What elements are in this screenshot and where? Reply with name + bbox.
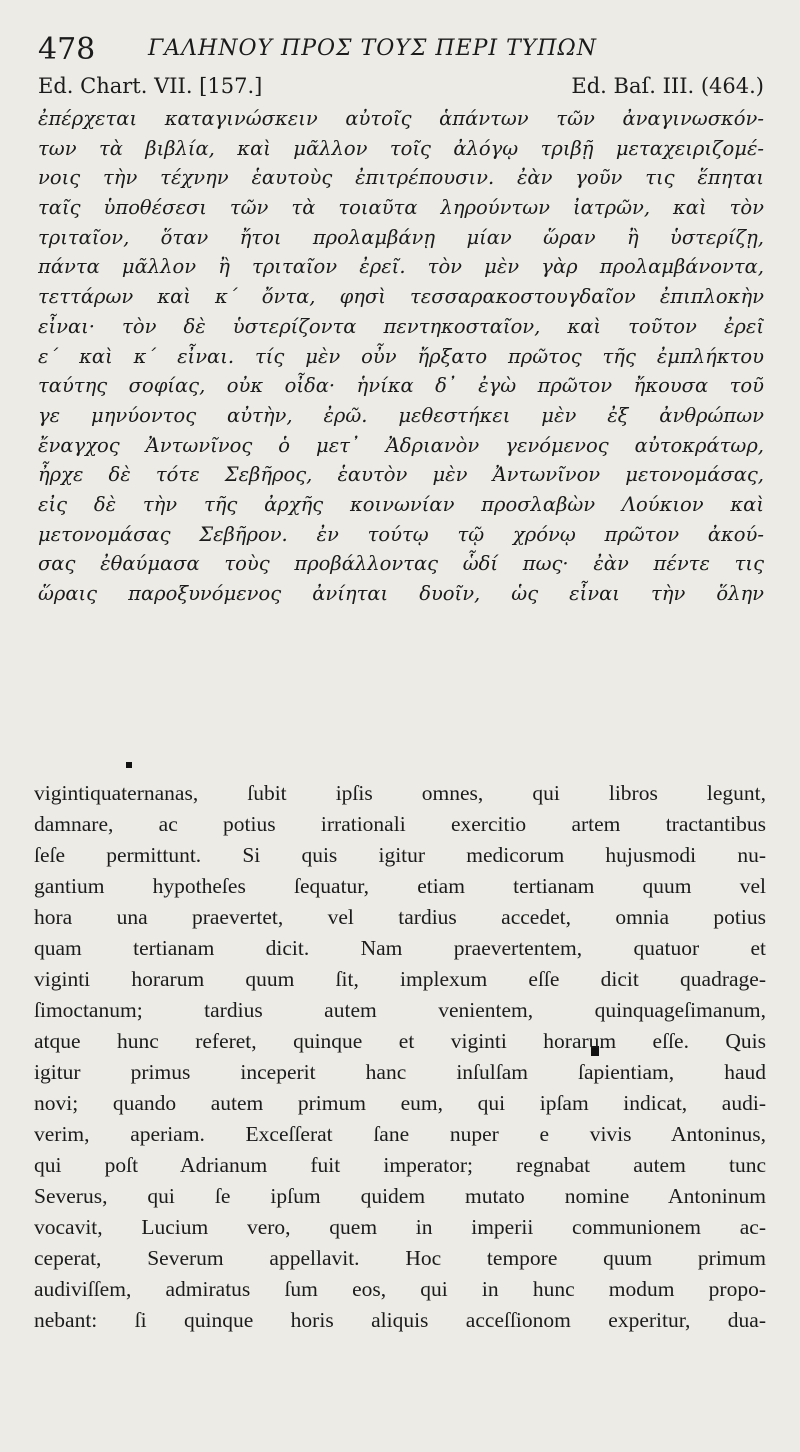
- edition-reference-chartier: Ed. Chart. VII. [157.]: [38, 74, 263, 98]
- greek-text-line: σας ἐθαύμασα τοὺς προβάλλοντας ὧδί πως· ἐὰν πέντε τις: [38, 552, 764, 576]
- latin-text-line: verim, aperiam. Exceſſerat ſane nuper e vivis Antoninus,: [34, 1122, 766, 1146]
- latin-text-line: novi; quando autem primum eum, qui ipſam indicat, audi-: [34, 1091, 766, 1115]
- greek-text-line: εἰς δὲ τὴν τῆς ἀρχῆς κοινωνίαν προσλαβὼν Λούκιον καὶ: [38, 492, 764, 516]
- latin-text-line: viginti horarum quum ſit, implexum eſſe dicit quadrage-: [34, 967, 766, 991]
- greek-text-line: τριταῖον, ὅταν ἤτοι προλαμβάνῃ μίαν ὥραν ἢ ὑστερίζῃ,: [38, 225, 764, 249]
- greek-text-line: ἐπέρχεται καταγινώσκειν αὐτοῖς ἁπάντων τῶν ἀναγινωσκόν-: [38, 107, 764, 130]
- greek-text-line: ταύτης σοφίας, οὐκ οἶδα· ἡνίκα δ᾽ ἐγὼ πρῶτον ἤκουσα τοῦ: [38, 374, 764, 398]
- latin-text-block: [34, 778, 766, 1336]
- latin-text-line: gantium hypotheſes ſequatur, etiam tertianam quum vel: [34, 874, 766, 898]
- latin-text-line: vocavit, Lucium vero, quem in imperii communionem ac-: [34, 1215, 766, 1239]
- edition-reference-basel: Ed. Baſ. III. (464.): [571, 74, 764, 98]
- greek-text-line: νοις τὴν τέχνην ἑαυτοὺς ἐπιτρέπουσιν. ἐὰν γοῦν τις ἕπηται: [38, 166, 764, 190]
- latin-text-line: ſimoctanum; tardius autem venientem, quinquageſimanum,: [34, 998, 766, 1022]
- greek-text-line: πάντα μᾶλλον ἢ τριταῖον ἐρεῖ. τὸν μὲν γὰρ προλαμβάνοντα,: [38, 255, 764, 279]
- page-number: 478: [38, 32, 96, 67]
- ink-speck: [126, 762, 132, 768]
- greek-text-line: τεττάρων καὶ κ΄ ὄντα, φησὶ τεσσαρακοστουγδαῖον ἐπιπλοκὴν: [38, 285, 764, 309]
- greek-text-line: ε΄ καὶ κ΄ εἶναι. τίς μὲν οὖν ἤρξατο πρῶτος τῆς ἐμπλήκτου: [38, 344, 764, 368]
- greek-text-line: ὥραις παροξυνόμενος ἀνίηται δυοῖν, ὡς εἶναι τὴν ὅλην: [38, 582, 764, 605]
- greek-text-line: ἦρχε δὲ τότε Σεβῆρος, ἑαυτὸν μὲν Ἀντωνῖνον μετονομάσας,: [38, 463, 764, 487]
- latin-text-line: hora una praevertet, vel tardius accedet, omnia potius: [34, 905, 766, 929]
- latin-text-line: nebant: ſi quinque horis aliquis acceſſionom experitur, dua-: [34, 1308, 766, 1332]
- latin-text-line: qui poſt Adrianum fuit imperator; regnabat autem tunc: [34, 1153, 766, 1177]
- greek-text-line: ἔναγχος Ἀντωνῖνος ὁ μετ᾽ Ἀδριανὸν γενόμενος αὐτοκράτωρ,: [38, 433, 764, 457]
- latin-text-line: ſeſe permittunt. Si quis igitur medicorum hujusmodi nu-: [34, 843, 766, 867]
- greek-text-line: των τὰ βιβλία, καὶ μᾶλλον τοῖς ἀλόγῳ τριβῇ μεταχειριζομέ-: [38, 136, 764, 160]
- greek-text-line: εἶναι· τὸν δὲ ὑστερίζοντα πεντηκοσταῖον, καὶ τοῦτον ἐρεῖ: [38, 314, 764, 338]
- latin-text-line: audiviſſem, admiratus ſum eos, qui in hunc modum propo-: [34, 1277, 766, 1301]
- latin-text-line: vigintiquaternanas, ſubit ipſis omnes, qui libros legunt,: [34, 781, 766, 805]
- greek-text-block: [38, 104, 764, 609]
- greek-text-line: γε μηνύοντος αὐτὴν, ἐρῶ. μεθεστήκει μὲν ἐξ ἀνθρώπων: [38, 403, 764, 427]
- latin-text-line: damnare, ac potius irrationali exercitio artem tractantibus: [34, 812, 766, 836]
- page-header: [38, 32, 764, 72]
- latin-text-line: ceperat, Severum appellavit. Hoc tempore quum primum: [34, 1246, 766, 1270]
- edition-references: [38, 74, 764, 104]
- greek-text-line: ταῖς ὑποθέσεσι τῶν τὰ τοιαῦτα ληρούντων ἰατρῶν, καὶ τὸν: [38, 196, 764, 220]
- latin-text-line: Severus, qui ſe ipſum quidem mutato nomine Antoninum: [34, 1184, 766, 1208]
- latin-text-line: quam tertianam dicit. Nam praevertentem, quatuor et: [34, 936, 766, 960]
- greek-text-line: μετονομάσας Σεβῆρον. ἐν τούτῳ τῷ χρόνῳ πρῶτον ἀκού-: [38, 522, 764, 546]
- running-title: ΓΑΛΗΝΟΥ ΠΡΟΣ ΤΟΥΣ ΠΕΡΙ ΤΥΠΩΝ: [148, 36, 597, 61]
- latin-text-line: atque hunc referet, quinque et viginti horarum eſſe. Quis: [34, 1029, 766, 1053]
- latin-text-line: igitur primus inceperit hanc inſulſam ſapientiam, haud: [34, 1060, 766, 1084]
